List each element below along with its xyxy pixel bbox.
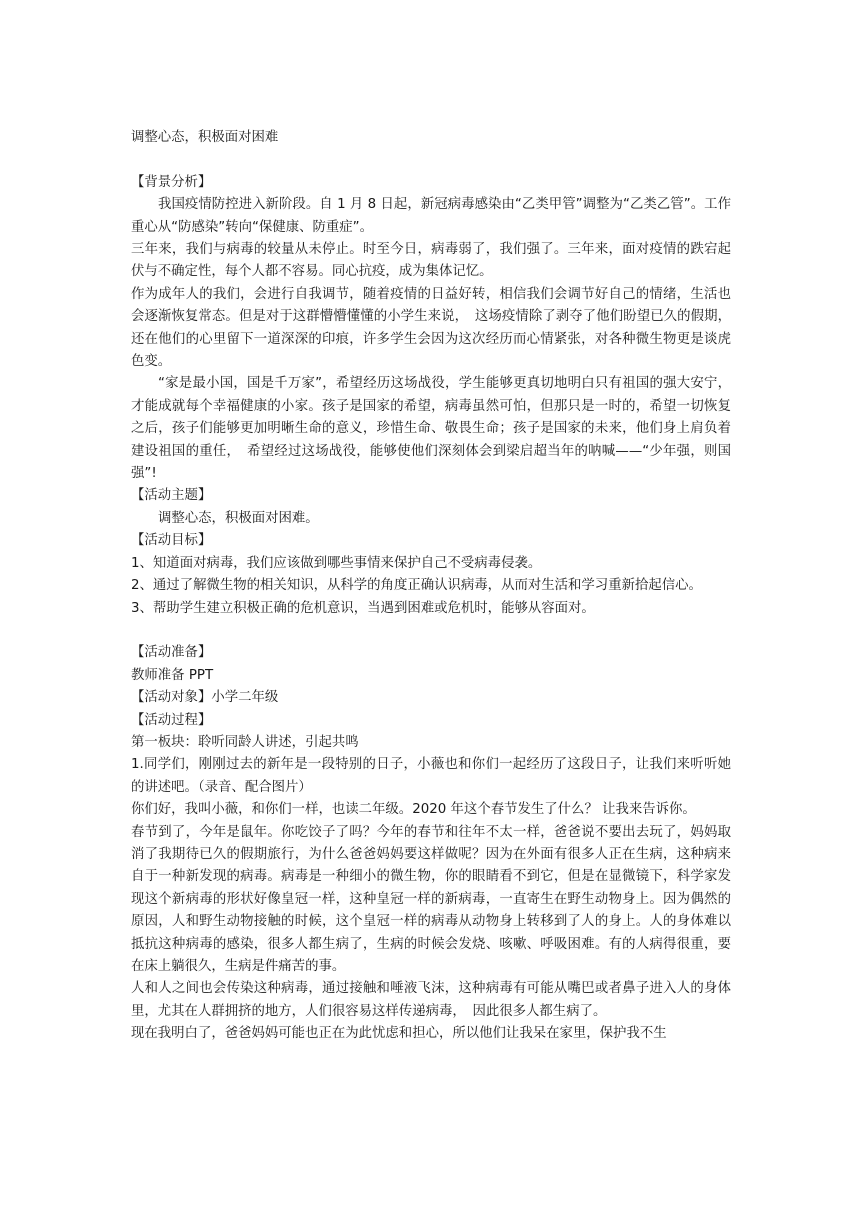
goal-item: 2、通过了解微生物的相关知识，从科学的角度正确认识病毒，从而对生活和学习重新拾起信心。 [131, 578, 702, 594]
audience-line: 【活动对象】小学二年级 [131, 690, 279, 706]
goal-item: 3、帮助学生建立积极正确的危机意识，当遇到困难或危机时，能够从容面对。 [131, 600, 595, 616]
background-paragraph: “家是最小国，国是千万家”，希望经历这场战役，学生能够更真切地明白只有祖国的强大安宁，才能成就每个幸福健康的小家。孩子是国家的希望，病毒虽然可怕，但那只是一时的，希望一切恢复之后，孩子们能够更加明晰生命的意义，珍惜生命、敬畏生命；孩子是国家的未来，他们身上肩负着建设祖国的重任， 希望经过这场战役，能够使他们深刻体会到梁启超当年的呐喊——“少年强，则国强”! [131, 376, 731, 482]
prep-heading: 【活动准备】 [131, 645, 212, 661]
theme-heading: 【活动主题】 [131, 488, 212, 504]
theme-text: 调整心态，积极面对困难。 [158, 510, 319, 526]
background-paragraph: 三年来，我们与病毒的较量从未停止。时至今日，病毒弱了，我们强了。三年来，面对疫情的跌宕起伏与不确定性，每个人都不容易。同心抗疫，成为集体记忆。 [131, 242, 731, 280]
blank-line [131, 620, 731, 642]
process-paragraph: 现在我明白了，爸爸妈妈可能也正在为此忧虑和担心，所以他们让我呆在家里，保护我不生 [131, 1026, 667, 1042]
goal-item: 1、知道面对病毒，我们应该做到哪些事情来保护自己不受病毒侵袭。 [131, 555, 542, 571]
document-title: 调整心态，积极面对困难 [131, 130, 279, 145]
blank-line [131, 149, 731, 171]
background-paragraph: 我国疫情防控进入新阶段。自 1 月 8 日起，新冠病毒感染由“乙类甲管”调整为“乙类乙管”。工作重心从“防感染”转向“保健康、防重症”。 [131, 197, 731, 235]
process-paragraph: 1.同学们，刚刚过去的新年是一段特别的日子，小薇也和你们一起经历了这段日子，让我们来听听她的讲述吧。（录音、配合图片） [131, 757, 731, 795]
process-paragraph: 你们好，我叫小薇，和你们一样，也读二年级。2020 年这个春节发生了什么？ 让我来告诉你。 [131, 802, 696, 818]
goals-heading: 【活动目标】 [131, 533, 212, 549]
process-paragraph: 人和人之间也会传染这种病毒，通过接触和唾液飞沫，这种病毒有可能从嘴巴或者鼻子进入人的身体里，尤其在人群拥挤的地方，人们很容易这样传递病毒， 因此很多人都生病了。 [131, 981, 731, 1019]
prep-text: 教师准备 PPT [131, 667, 214, 683]
section1-title: 第一板块：聆听同龄人讲述，引起共鸣 [131, 734, 359, 750]
process-heading: 【活动过程】 [131, 712, 212, 728]
document-body [131, 127, 731, 1046]
background-paragraph: 作为成年人的我们，会进行自我调节，随着疫情的日益好转，相信我们会调节好自己的情绪，生活也会逐渐恢复常态。但是对于这群懵懵懂懂的小学生来说， 这场疫情除了剥夺了他们盼望已久的假期，还在他们的心里留下一道深深的印痕，许多学生会因为这次经历而心情紧张，对各种微生物更是谈虎色变。 [131, 286, 731, 370]
process-paragraph: 春节到了，今年是鼠年。你吃饺子了吗？今年的春节和往年不太一样，爸爸说不要出去玩了，妈妈取消了我期待已久的假期旅行，为什么爸爸妈妈要这样做呢？因为在外面有很多人正在生病，这种病来自于一种新发现的病毒。病毒是一种细小的微生物，你的眼睛看不到它，但是在显微镜下，科学家发现这个新病毒的形状好像皇冠一样，这种皇冠一样的新病毒，一直寄生在野生动物身上。因为偶然的原因，人和野生动物接触的时候，这个皇冠一样的病毒从动物身上转移到了人的身上。人的身体难以抵抗这种病毒的感染，很多人都生病了，生病的时候会发烧、咳嗽、呼吸困难。有的人病得很重，要在床上躺很久，生病是件痛苦的事。 [131, 824, 731, 974]
background-heading: 【背景分析】 [131, 174, 212, 190]
